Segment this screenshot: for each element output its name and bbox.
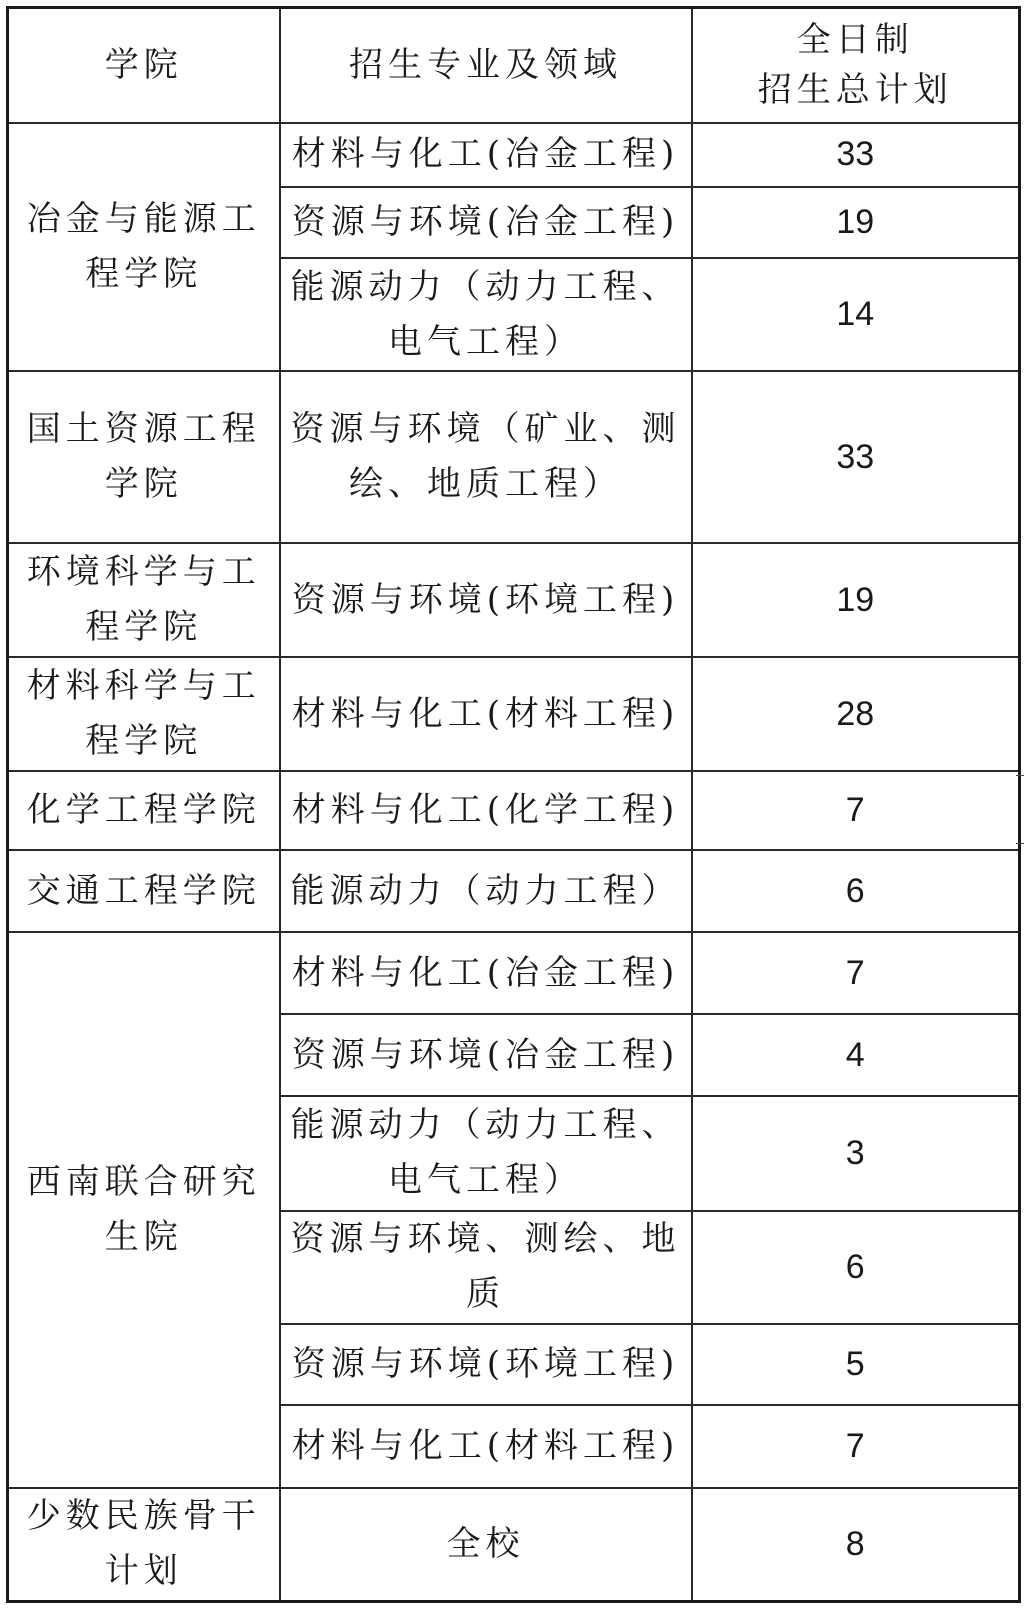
table-row <box>8 771 1020 850</box>
table-row <box>8 657 1020 770</box>
field-cell: 全校 <box>280 1488 692 1602</box>
college-cell: 少数民族骨干计划 <box>8 1488 280 1602</box>
field-cell: 资源与环境、测绘、地质 <box>280 1211 692 1324</box>
college-cell: 材料科学与工程学院 <box>8 657 280 770</box>
header-total-plan-line2: 招生总计划 <box>757 70 953 111</box>
count-cell: 5 <box>692 1324 1020 1405</box>
field-cell: 材料与化工(材料工程) <box>280 657 692 770</box>
college-cell: 冶金与能源工程学院 <box>8 123 280 372</box>
field-cell: 能源动力（动力工程、电气工程） <box>280 1096 692 1210</box>
count-cell: 33 <box>692 371 1020 543</box>
college-cell: 环境科学与工程学院 <box>8 543 280 657</box>
college-cell: 国土资源工程学院 <box>8 371 280 543</box>
count-cell: 7 <box>692 1405 1020 1488</box>
field-cell: 资源与环境(冶金工程) <box>280 1014 692 1096</box>
count-cell: 8 <box>692 1488 1020 1602</box>
count-cell: 19 <box>692 543 1020 657</box>
count-cell: 3 <box>692 1096 1020 1210</box>
field-cell: 能源动力（动力工程） <box>280 850 692 933</box>
table-row <box>8 123 1020 188</box>
enrollment-plan-table <box>6 6 1021 1603</box>
field-cell: 资源与环境(环境工程) <box>280 1324 692 1405</box>
count-cell: 4 <box>692 1014 1020 1096</box>
college-cell: 交通工程学院 <box>8 850 280 933</box>
header-row <box>8 8 1020 123</box>
header-total-plan <box>692 8 1020 123</box>
field-cell: 资源与环境（矿业、测绘、地质工程） <box>280 371 692 543</box>
table-row <box>8 850 1020 933</box>
college-cell: 化学工程学院 <box>8 771 280 850</box>
field-cell: 材料与化工(材料工程) <box>280 1405 692 1488</box>
field-cell: 材料与化工(冶金工程) <box>280 123 692 188</box>
margin-tick-mark <box>1016 843 1024 844</box>
count-cell: 6 <box>692 1211 1020 1324</box>
table-row <box>8 371 1020 543</box>
count-cell: 14 <box>692 258 1020 371</box>
count-cell: 7 <box>692 932 1020 1014</box>
count-cell: 7 <box>692 771 1020 850</box>
header-total-plan-line1: 全日制 <box>796 20 914 61</box>
field-cell: 材料与化工(冶金工程) <box>280 932 692 1014</box>
header-college: 学院 <box>8 8 280 123</box>
college-cell: 西南联合研究生院 <box>8 932 280 1487</box>
field-cell: 资源与环境(冶金工程) <box>280 187 692 258</box>
margin-tick-mark <box>1016 775 1024 776</box>
header-field: 招生专业及领域 <box>280 8 692 123</box>
table-row <box>8 932 1020 1014</box>
field-cell: 材料与化工(化学工程) <box>280 771 692 850</box>
table-row <box>8 1488 1020 1602</box>
count-cell: 28 <box>692 657 1020 770</box>
enrollment-plan-table-container <box>6 6 1018 1603</box>
count-cell: 19 <box>692 187 1020 258</box>
count-cell: 6 <box>692 850 1020 933</box>
field-cell: 资源与环境(环境工程) <box>280 543 692 657</box>
table-row <box>8 543 1020 657</box>
count-cell: 33 <box>692 123 1020 188</box>
field-cell: 能源动力（动力工程、电气工程） <box>280 258 692 371</box>
